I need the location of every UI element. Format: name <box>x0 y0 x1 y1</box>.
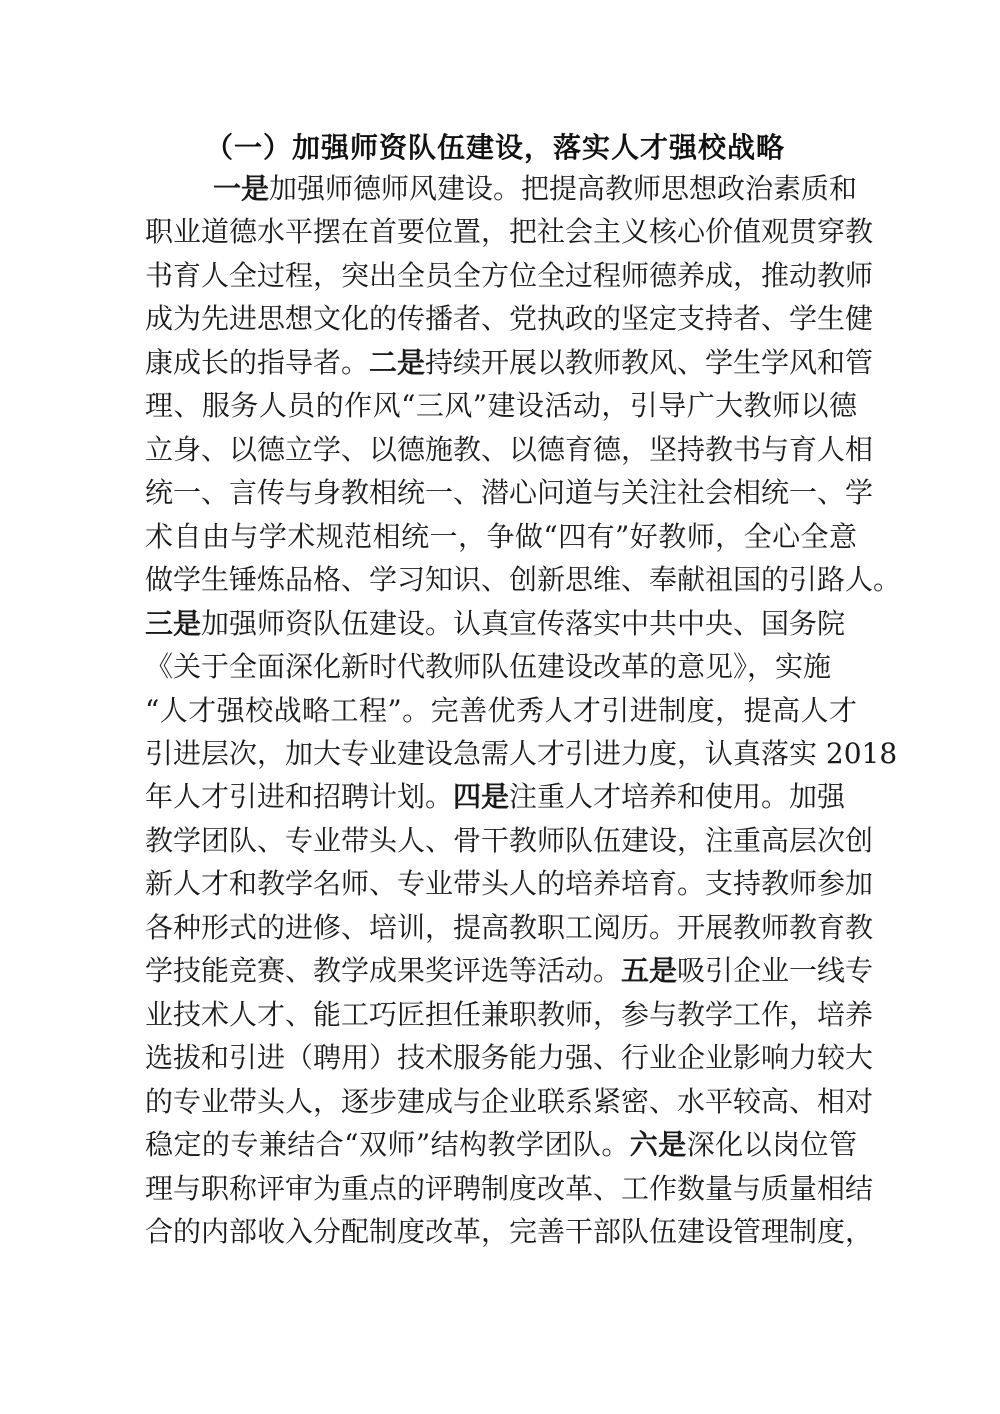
section-heading: （一）加强师资队伍建设，落实人才强校战略 <box>205 131 786 164</box>
line-text: “人才强校战略工程”。完善优秀人才引进制度，提高人才 <box>145 694 857 727</box>
line-text: 稳定的专兼结合“双师”结构教学团队。 <box>145 1128 630 1161</box>
paragraph-line <box>213 169 857 209</box>
paragraph-line <box>145 299 874 339</box>
paragraph-line <box>145 604 857 644</box>
paragraph-line <box>145 864 874 904</box>
line-text: 《关于全面深化新时代教师队伍建设改革的意见》，实施 <box>145 650 832 683</box>
paragraph-line <box>145 995 874 1035</box>
line-text: 成为先进思想文化的传播者、党执政的坚定支持者、学生健 <box>145 302 874 335</box>
line-text: 理与职称评审为重点的评聘制度改革、工作数量与质量相结 <box>145 1172 874 1205</box>
paragraph-line <box>145 343 874 383</box>
line-text: 统一、言传与身教相统一、潜心问道与关注社会相统一、学 <box>145 476 874 509</box>
paragraph-line <box>145 473 874 513</box>
line-text: 立身、以德立学、以德施教、以德育德，坚持教书与育人相 <box>145 433 874 466</box>
paragraph-line <box>145 1125 857 1165</box>
paragraph-line <box>145 1038 874 1078</box>
item-marker: 六是 <box>629 1128 687 1161</box>
line-text: 年人才引进和招聘计划。 <box>145 780 454 813</box>
line-text: 业技术人才、能工巧匠担任兼职教师，参与教学工作，培养 <box>145 998 874 1031</box>
paragraph-line <box>145 430 874 470</box>
line-text: 做学生锤炼品格、学习知识、创新思维、奉献祖国的引路人。 <box>145 563 902 596</box>
line-text: 持续开展以教师教风、学生学风和管 <box>425 346 874 379</box>
paragraph-line <box>145 1212 874 1252</box>
item-marker: 三是 <box>145 607 202 640</box>
line-text: 深化以岗位管 <box>686 1128 857 1161</box>
item-marker: 四是 <box>453 780 510 813</box>
paragraph-line <box>145 256 874 296</box>
paragraph-line <box>145 647 857 687</box>
paragraph-line <box>145 1082 874 1122</box>
line-text: 学技能竞赛、教学成果奖评选等活动。 <box>145 954 622 987</box>
line-text: 各种形式的进修、培训，提高教职工阅历。开展教师教育教 <box>145 911 874 944</box>
line-text: 术自由与学术规范相统一，争做“四有”好教师，全心全意 <box>145 520 857 553</box>
line-text: 书育人全过程，突出全员全方位全过程师德养成，推动教师 <box>145 259 874 292</box>
paragraph-line <box>145 821 874 861</box>
line-text: 注重人才培养和使用。加强 <box>509 780 846 813</box>
line-text: 吸引企业一线专 <box>677 954 874 987</box>
line-text: 选拔和引进（聘用）技术服务能力强、行业企业影响力较大 <box>145 1041 874 1074</box>
item-marker: 一是 <box>213 172 270 205</box>
item-marker: 二是 <box>369 346 426 379</box>
line-text: 引进层次，加大专业建设急需人才引进力度，认真落实 2018 <box>145 737 898 770</box>
paragraph-line <box>145 212 874 252</box>
item-marker: 五是 <box>621 954 678 987</box>
line-text: 理、服务人员的作风“三风”建设活动，引导广大教师以德 <box>145 389 857 422</box>
line-text: 合的内部收入分配制度改革，完善干部队伍建设管理制度， <box>145 1215 874 1248</box>
line-text: 加强师德师风建设。把提高教师思想政治素质和 <box>269 172 858 205</box>
paragraph-line <box>145 777 857 817</box>
line-text: 职业道德水平摆在首要位置，把社会主义核心价值观贯穿教 <box>145 215 874 248</box>
line-text: 教学团队、专业带头人、骨干教师队伍建设，注重高层次创 <box>145 824 874 857</box>
line-text: 康成长的指导者。 <box>145 346 370 379</box>
line-text: 新人才和教学名师、专业带头人的培养培育。支持教师参加 <box>145 867 874 900</box>
paragraph-line <box>145 560 902 600</box>
line-text: 的专业带头人，逐步建成与企业联系紧密、水平较高、相对 <box>145 1085 874 1118</box>
paragraph-line <box>145 908 874 948</box>
paragraph-line <box>145 734 898 774</box>
paragraph-line <box>145 691 857 731</box>
paragraph-line <box>145 386 857 426</box>
paragraph-line <box>145 517 857 557</box>
paragraph-line <box>145 951 874 991</box>
paragraph-line <box>145 1169 874 1209</box>
line-text: 加强师资队伍建设。认真宣传落实中共中央、国务院 <box>201 607 846 640</box>
